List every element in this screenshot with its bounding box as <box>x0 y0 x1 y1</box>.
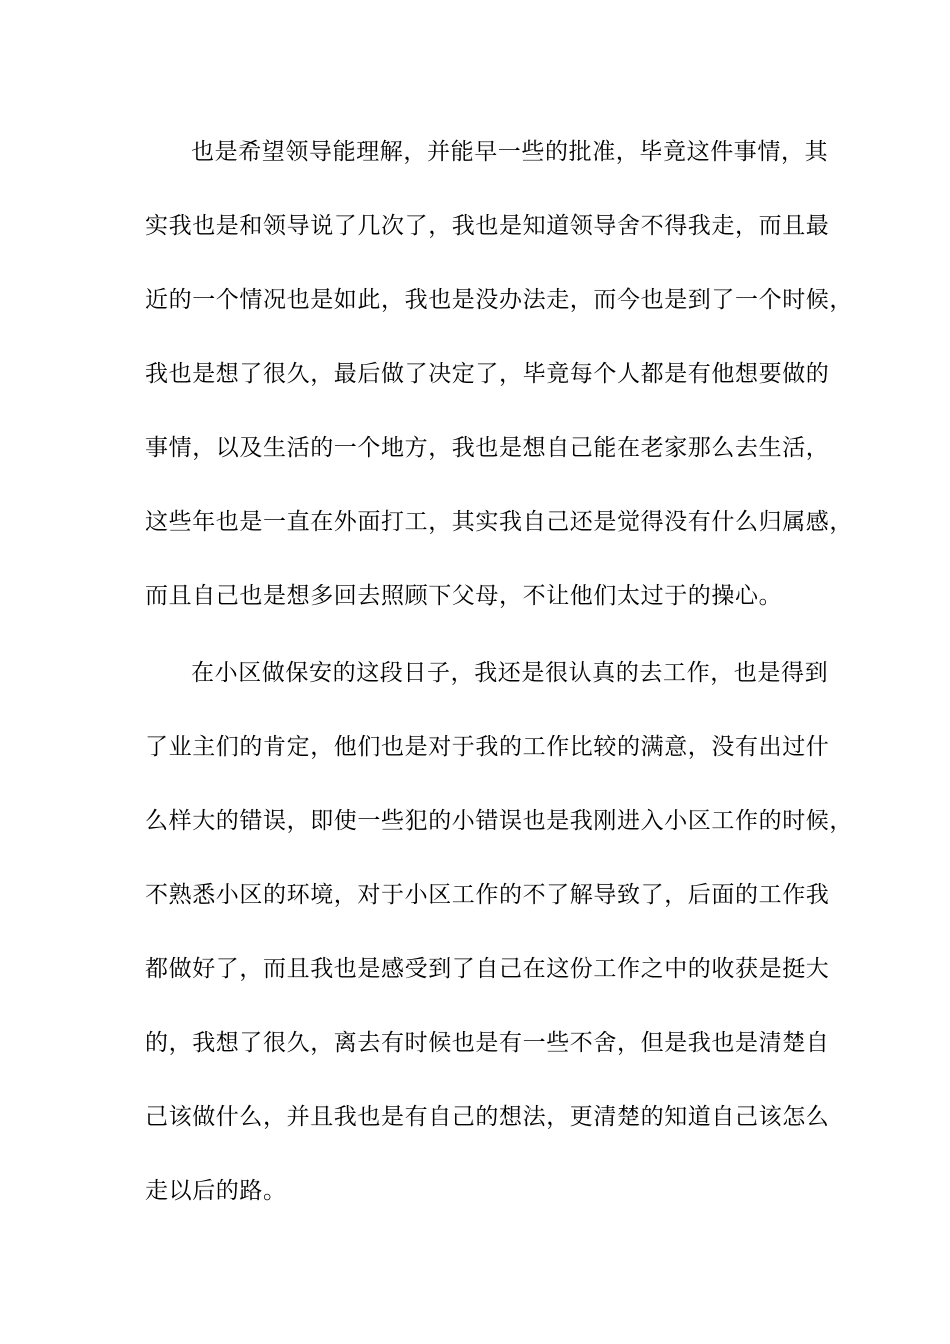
paragraph-2-line-5: 都做好了，而且我也是感受到了自己在这份工作之中的收获是挺大 <box>145 956 830 982</box>
paragraph-2-line-1: 在小区做保安的这段日子，我还是很认真的去工作，也是得到 <box>191 660 829 686</box>
paragraph-1-line-4: 我也是想了很久，最后做了决定了，毕竟每个人都是有他想要做的 <box>145 361 830 387</box>
paragraph-2-line-7: 己该做什么，并且我也是有自己的想法，更清楚的知道自己该怎么 <box>145 1104 830 1130</box>
paragraph-2-line-8: 走以后的路。 <box>145 1178 287 1204</box>
paragraph-1-line-1: 也是希望领导能理解，并能早一些的批准，毕竟这件事情，其 <box>191 139 829 165</box>
paragraph-1-line-6: 这些年也是一直在外面打工，其实我自己还是觉得没有什么归属感， <box>145 509 853 535</box>
paragraph-1-line-5: 事情，以及生活的一个地方，我也是想自己能在老家那么去生活， <box>145 435 830 461</box>
paragraph-2-line-3: 么样大的错误，即使一些犯的小错误也是我刚进入小区工作的时候， <box>145 808 853 834</box>
paragraph-1-line-7: 而且自己也是想多回去照顾下父母，不让他们太过于的操心。 <box>145 583 783 609</box>
paragraph-2-line-2: 了业主们的肯定，他们也是对于我的工作比较的满意，没有出过什 <box>145 734 830 760</box>
paragraph-1-line-3: 近的一个情况也是如此，我也是没办法走，而今也是到了一个时候， <box>145 287 853 313</box>
paragraph-2-line-6: 的，我想了很久，离去有时候也是有一些不舍，但是我也是清楚自 <box>145 1030 830 1056</box>
paragraph-1-line-2: 实我也是和领导说了几次了，我也是知道领导舍不得我走，而且最 <box>145 213 830 239</box>
paragraph-2-line-4: 不熟悉小区的环境，对于小区工作的不了解导致了，后面的工作我 <box>145 882 830 908</box>
